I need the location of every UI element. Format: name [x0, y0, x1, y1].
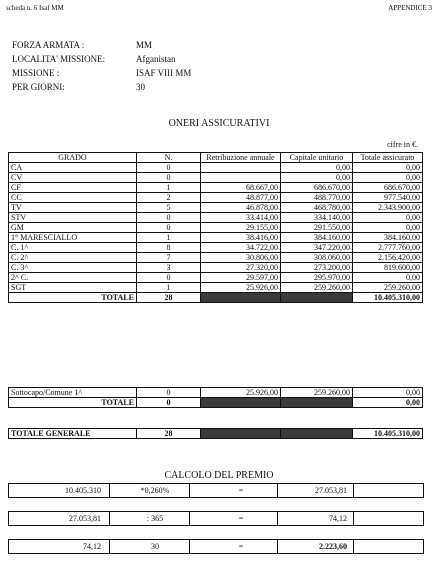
n-cell: 1 — [137, 233, 201, 243]
retribuzione-cell: 29.155,00 — [201, 223, 281, 233]
n-cell: 1 — [137, 183, 201, 193]
shaded-cell — [281, 293, 353, 303]
totale-cell: 2.343.900,00 — [353, 203, 423, 213]
total2-label: TOTALE — [9, 398, 137, 408]
total2-n: 0 — [137, 398, 201, 408]
calc-result: 2.223,60 — [319, 542, 347, 551]
capitale-cell: 686.670,00 — [281, 183, 353, 193]
table-row — [9, 243, 423, 253]
n-cell: 8 — [137, 243, 201, 253]
retribuzione-cell: 68.667,00 — [201, 183, 281, 193]
n-cell: 7 — [137, 253, 201, 263]
grand-total-value: 10.405.310,00 — [353, 429, 423, 439]
unit-note: cifre in €. — [387, 140, 418, 149]
calc-row — [8, 483, 424, 498]
calc-equals: = — [238, 542, 244, 551]
totale-cell: 977.540,00 — [353, 193, 423, 203]
col-header-n: N. — [137, 153, 201, 163]
sottocapo-table — [8, 387, 423, 408]
retribuzione-cell: 27.320,00 — [201, 263, 281, 273]
n-cell: 2 — [137, 193, 201, 203]
grand-total-n: 28 — [137, 429, 201, 439]
capitale-cell: 273.200,00 — [281, 263, 353, 273]
total-value: 10.405.310,00 — [353, 293, 423, 303]
col-header-capitale: Capitale unitario — [281, 153, 353, 163]
retribuzione-cell: 33.414,00 — [201, 213, 281, 223]
totale-cell: 2.777.760,00 — [353, 243, 423, 253]
calc-result: 74,12 — [329, 514, 347, 523]
calc-row — [8, 539, 424, 554]
info-value: ISAF VIII MM — [136, 68, 192, 78]
retribuzione-cell: 29.597,00 — [201, 273, 281, 283]
col-header-totale: Totale assicurato — [353, 153, 423, 163]
totale-cell: 259.260,00 — [353, 283, 423, 293]
calc-operator: : 365 — [146, 514, 164, 523]
info-forza-armata — [12, 40, 152, 50]
capitale-cell: 468.780,00 — [281, 203, 353, 213]
retribuzione-cell: 25.926,00 — [201, 283, 281, 293]
total2-row — [9, 398, 423, 408]
sottocapo-retribuzione: 25.926,00 — [201, 388, 281, 398]
col-header-grado: GRADO — [9, 153, 137, 163]
shaded-cell — [281, 429, 353, 439]
info-value: MM — [136, 40, 153, 50]
capitale-cell: 347.220,00 — [281, 243, 353, 253]
scheda-label: scheda n. 6 Isaf MM — [6, 4, 64, 12]
calc-operand: 27.053,81 — [69, 514, 101, 523]
capitale-cell: 295.970,00 — [281, 273, 353, 283]
calc-title: CALCOLO DEL PREMIO — [164, 470, 274, 481]
n-cell: 0 — [137, 223, 201, 233]
calc-operator: *0,260% — [140, 486, 170, 495]
n-cell: 1 — [137, 283, 201, 293]
grado-cell: SGT — [9, 283, 137, 293]
table-row — [9, 223, 423, 233]
calc-result: 27.053,81 — [315, 486, 347, 495]
insurance-table — [8, 152, 423, 303]
grado-cell: GM — [9, 223, 137, 233]
totale-cell: 0,00 — [353, 163, 423, 173]
grado-cell: CA — [9, 163, 137, 173]
grado-cell: C. 3^ — [9, 263, 137, 273]
section-title: ONERI ASSICURATIVI — [168, 118, 270, 129]
grado-cell: 1° MARESCIALLO — [9, 233, 137, 243]
calc-row — [8, 511, 424, 526]
info-localita — [12, 54, 176, 64]
totale-cell: 819.600,00 — [353, 263, 423, 273]
sottocapo-capitale: 259.260,00 — [281, 388, 353, 398]
table-header-row — [9, 153, 423, 163]
grado-cell: CF — [9, 183, 137, 193]
n-cell: 5 — [137, 203, 201, 213]
retribuzione-cell: 46.878,00 — [201, 203, 281, 213]
grand-total-label: TOTALE GENERALE — [9, 429, 137, 439]
shaded-cell — [201, 398, 281, 408]
shaded-cell — [201, 293, 281, 303]
capitale-cell: 334.140,00 — [281, 213, 353, 223]
capitale-cell: 259.260,00 — [281, 283, 353, 293]
table-row — [9, 203, 423, 213]
totale-cell: 686.670,00 — [353, 183, 423, 193]
table-row — [9, 283, 423, 293]
grado-cell: C. 1^ — [9, 243, 137, 253]
totale-cell: 2.156.420,00 — [353, 253, 423, 263]
sottocapo-grado: Sottocapo/Comune 1^ — [9, 388, 137, 398]
retribuzione-cell — [201, 163, 281, 173]
calc-operand: 74,12 — [83, 542, 101, 551]
grado-cell: C. 2^ — [9, 253, 137, 263]
totale-cell: 0,00 — [353, 223, 423, 233]
table-row — [9, 183, 423, 193]
retribuzione-cell: 34.722,00 — [201, 243, 281, 253]
grado-cell: TV — [9, 203, 137, 213]
calc-equals: = — [238, 514, 244, 523]
capitale-cell: 0,00 — [281, 173, 353, 183]
capitale-cell: 291.550,00 — [281, 223, 353, 233]
retribuzione-cell: 48.877,00 — [201, 193, 281, 203]
capitale-cell: 308.060,00 — [281, 253, 353, 263]
table-row — [9, 163, 423, 173]
sottocapo-totale: 0,00 — [353, 388, 423, 398]
table-row — [9, 263, 423, 273]
info-giorni — [12, 82, 145, 92]
capitale-cell: 384.160,00 — [281, 233, 353, 243]
info-value: 30 — [136, 82, 145, 92]
info-label: MISSIONE : — [12, 68, 60, 78]
total-row — [9, 293, 423, 303]
table-row — [9, 173, 423, 183]
calc-operand: 10.405.310 — [65, 486, 101, 495]
total-n: 28 — [137, 293, 201, 303]
calc-operator: 30 — [151, 542, 159, 551]
table-row — [9, 233, 423, 243]
totale-cell: 384.160,00 — [353, 233, 423, 243]
table-row — [9, 213, 423, 223]
sottocapo-n: 0 — [137, 388, 201, 398]
info-label: LOCALITA' MISSIONE: — [12, 54, 106, 64]
n-cell: 0 — [137, 273, 201, 283]
info-missione — [12, 68, 191, 78]
appendix-label: APPENDICE 3 — [388, 4, 432, 12]
sottocapo-row — [9, 388, 423, 398]
info-label: FORZA ARMATA : — [12, 40, 85, 50]
info-value: Afganistan — [136, 54, 176, 64]
grado-cell: CC — [9, 193, 137, 203]
n-cell: 0 — [137, 213, 201, 223]
capitale-cell: 0,00 — [281, 163, 353, 173]
n-cell: 0 — [137, 173, 201, 183]
total2-value: 0,00 — [353, 398, 423, 408]
totale-cell: 0,00 — [353, 173, 423, 183]
retribuzione-cell: 30.806,00 — [201, 253, 281, 263]
grand-total-row — [9, 429, 423, 439]
table-row — [9, 253, 423, 263]
totale-cell: 0,00 — [353, 273, 423, 283]
totale-cell: 0,00 — [353, 213, 423, 223]
capitale-cell: 488.770,00 — [281, 193, 353, 203]
retribuzione-cell — [201, 173, 281, 183]
table-row — [9, 273, 423, 283]
total-label: TOTALE — [9, 293, 137, 303]
grado-cell: STV — [9, 213, 137, 223]
shaded-cell — [201, 429, 281, 439]
n-cell: 0 — [137, 163, 201, 173]
col-header-retribuzione: Retribuzione annuale — [201, 153, 281, 163]
grado-cell: 2^ C. — [9, 273, 137, 283]
shaded-cell — [281, 398, 353, 408]
table-row — [9, 193, 423, 203]
calc-equals: = — [238, 486, 244, 495]
n-cell: 3 — [137, 263, 201, 273]
retribuzione-cell: 38.416,00 — [201, 233, 281, 243]
grand-total-table — [8, 428, 423, 439]
info-label: PER GIORNI: — [12, 82, 65, 92]
grado-cell: CV — [9, 173, 137, 183]
